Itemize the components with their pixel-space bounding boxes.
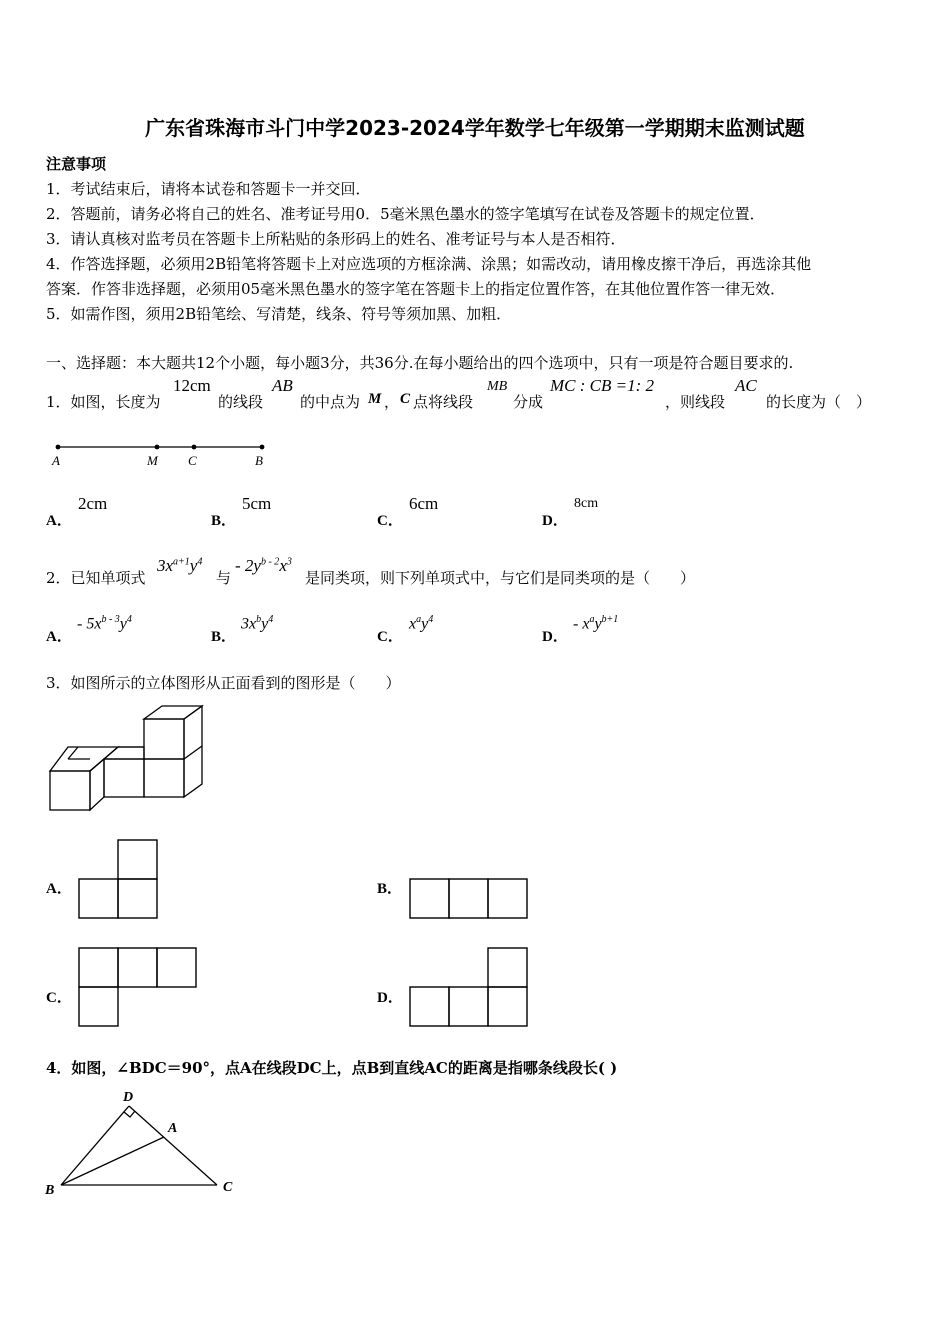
label-b: B (255, 453, 263, 468)
q1-option-d-label: D． (542, 513, 568, 529)
q1-option-d-value: 8cm (574, 496, 599, 511)
q1-text: 的中点为 (300, 393, 361, 411)
q2-option-d-value: - $x^ay^{b+1}$ (573, 614, 619, 633)
q3-option-a-label: A． (46, 881, 72, 897)
q2-option-c-value: $x^ay^4$ (409, 614, 434, 633)
q4-text: 4．如图，∠BDC＝90°，点A在线段DC上，点B到直线AC的距离是指哪条线段长( ) (46, 1059, 618, 1077)
notes-heading: 注意事项 (46, 155, 107, 173)
q2-monomial-1: $3x^{a+1}y^4$ (157, 556, 203, 575)
q1-segment-mb: MB (487, 379, 508, 394)
label-d: D (123, 1090, 134, 1105)
q1-text: 1．如图，长度为 (46, 393, 161, 411)
q1-option-a-value: 2cm (78, 494, 108, 513)
q1-length: 12cm (173, 376, 211, 395)
q2-option-b-value: $3x^by^4$ (241, 614, 274, 633)
q2-option-a-value: - $5x^{b - 3}y^4$ (77, 614, 132, 633)
q2-text: 2．已知单项式 (46, 569, 146, 587)
q1-option-c-label: C． (377, 513, 403, 529)
q3-option-c-label: C． (46, 990, 72, 1006)
label-b: B (45, 1183, 55, 1198)
note-item: 1．考试结束后，请将本试卷和答题卡一并交回． (46, 180, 371, 198)
q2-option-b-label: B． (211, 629, 237, 645)
q1-option-c-value: 6cm (409, 494, 439, 513)
q2-option-d-label: D． (542, 629, 568, 645)
q1-option-b-value: 5cm (242, 494, 272, 513)
label-c: C (223, 1180, 233, 1195)
q1-option-a-label: A． (46, 513, 72, 529)
q1-text: 分成 (513, 393, 544, 411)
q2-text: 是同类项，则下列单项式中，与它们是同类项的是（ ） (305, 569, 696, 587)
q4-triangle-figure (0, 0, 250, 1200)
q1-point-c: C (400, 391, 411, 407)
q2-monomial-2: - $2y^{b - 2}x^3$ (235, 556, 292, 575)
label-a: A (168, 1121, 178, 1136)
q1-text: 的线段 (218, 393, 264, 411)
section-heading: 一、选择题：本大题共12个小题，每小题3分，共36分.在每小题给出的四个选项中，只有一项是符合题目要求的. (46, 354, 794, 372)
q2-option-a-label: A． (46, 629, 72, 645)
q1-text: ， (384, 393, 400, 411)
note-item: 3．请认真核对监考员在答题卡上所粘贴的条形码上的姓名、准考证号与本人是否相符． (46, 230, 626, 248)
q2-text: 与 (216, 569, 232, 587)
q1-ratio: MC : CB =1: 2 (550, 376, 655, 395)
note-item: 2．答题前，请务必将自己的姓名、准考证号用0．5毫米黑色墨水的签字笔填写在试卷及答题卡的规定位置． (46, 205, 765, 223)
label-c: C (188, 453, 197, 468)
q3-option-d-label: D． (377, 990, 403, 1006)
page-title: 广东省珠海市斗门中学2023-2024学年数学七年级第一学期期末监测试题 (145, 116, 805, 140)
note-item: 4．作答选择题，必须用2B铅笔将答题卡上对应选项的方框涂满、涂黑；如需改动，请用橡皮擦干净后，再选涂其他 (46, 255, 812, 273)
q1-text: ，则线段 (665, 393, 726, 411)
q1-point-m: M (368, 391, 382, 407)
q3-option-b-label: B． (377, 881, 403, 897)
note-item: 5．如需作图，须用2B铅笔绘、写清楚，线条、符号等须加黑、加粗． (46, 305, 512, 323)
q3-text: 3．如图所示的立体图形从正面看到的图形是（ ） (46, 674, 401, 692)
label-a: A (52, 453, 60, 468)
q2-option-c-label: C． (377, 629, 403, 645)
label-m: M (147, 453, 158, 468)
q1-text: 点将线段 (413, 393, 474, 411)
q1-segment-ab: AB (272, 376, 293, 395)
q1-text: 的长度为（ ） (766, 393, 872, 411)
q1-option-b-label: B． (211, 513, 237, 529)
q1-segment-ac: AC (735, 376, 757, 395)
note-item: 答案．作答非选择题，必须用05毫米黑色墨水的签字笔在答题卡上的指定位置作答，在其他位置作答一律无效． (46, 280, 786, 298)
